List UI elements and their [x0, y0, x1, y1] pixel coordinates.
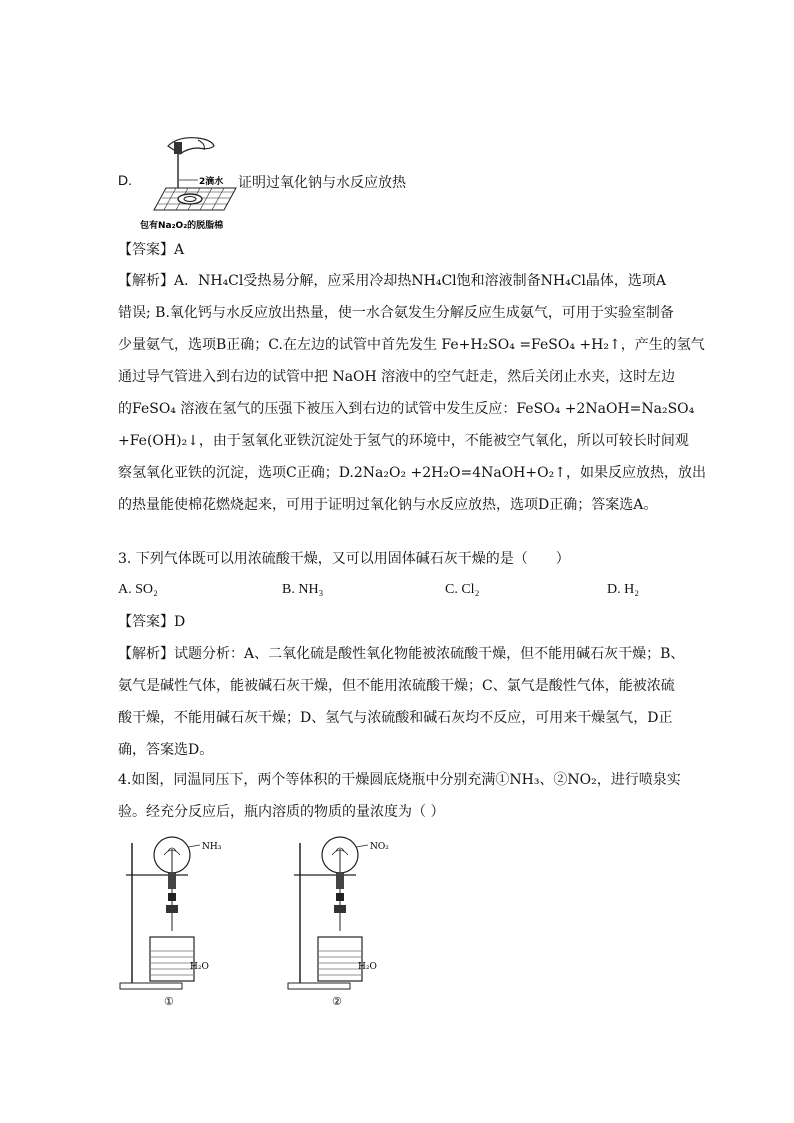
q2-analysis-line: 的FeSO₄ 溶液在氢气的压强下被压入到右边的试管中发生反应：FeSO₄ +2NaOH=Na₂SO₄	[118, 401, 695, 417]
q3-analysis-line: 【解析】试题分析：A、二氧化硫是酸性氧化物能被浓硫酸干燥，但不能用碱石灰干燥；B、	[118, 646, 685, 662]
q2-analysis-line: 的热量能使棉花燃烧起来，可用于证明过氧化钠与水反应放热，选项D正确；答案选A。	[118, 497, 658, 513]
q3-option-c: C. Cl₂	[445, 582, 480, 597]
option-d-label: D.	[118, 172, 132, 188]
q4-stem-line: 4.如图，同温同压下，两个等体积的干燥圆底烧瓶中分别充满①NH₃、②NO₂，进行喷泉实	[118, 772, 681, 788]
apparatus-1-number: ①	[164, 995, 174, 1008]
q2-analysis-line: 察氢氧化亚铁的沉淀，选项C正确；D.2Na₂O₂ +2H₂O=4NaOH+O₂↑，如果反应放热，放出	[118, 465, 706, 481]
q2-answer: 【答案】A	[118, 242, 185, 258]
water-label: 2滴水	[199, 177, 224, 187]
apparatus-2	[288, 837, 389, 1008]
fountain-experiment-figure	[118, 835, 418, 1010]
q4-stem-line: 验。经充分反应后，瓶内溶质的物质的量浓度为（ ）	[118, 804, 445, 820]
q2-analysis-line: 少量氨气，选项B正确；C.在左边的试管中首先发生 Fe+H₂SO₄ =FeSO₄ +H₂↑，产生的氢气	[118, 337, 705, 353]
q2-analysis-line: 错误; B.氧化钙与水反应放出热量，使一水合氨发生分解反应生成氨气，可用于实验室制备	[118, 305, 674, 321]
water-2-label: H₂O	[358, 962, 377, 972]
apparatus-1	[120, 837, 222, 1008]
q2-analysis-line: +Fe(OH)₂↓，由于氢氧化亚铁沉淀处于氢气的环境中，不能被空气氧化，所以可较长时间观	[118, 433, 689, 449]
q3-option-a: A. SO₂	[118, 582, 158, 597]
q2-analysis-line: 【解析】A．NH₄Cl受热易分解，应采用冷却热NH₄Cl饱和溶液制备NH₄Cl晶体，选项A	[118, 273, 667, 289]
q2-analysis-line: 通过导气管进入到右边的试管中把 NaOH 溶液中的空气赶走，然后关闭止水夹，这时左边	[118, 369, 676, 385]
q3-option-d: D. H₂	[607, 582, 640, 597]
water-1-label: H₂O	[190, 962, 209, 972]
option-d-caption: 证明过氧化钠与水反应放热	[238, 175, 406, 191]
q3-answer: 【答案】D	[118, 614, 186, 630]
cotton-label: 包有Na₂O₂的脱脂棉	[140, 221, 224, 231]
q3-analysis-line: 氨气是碱性气体，能被碱石灰干燥，但不能用浓硫酸干燥；C、氯气是酸性气体，能被浓硫	[118, 678, 675, 694]
q3-stem: 3. 下列气体既可以用浓硫酸干燥，又可以用固体碱石灰干燥的是（ ）	[118, 551, 570, 567]
apparatus-2-number: ②	[332, 995, 342, 1008]
q3-analysis-line: 确，答案选D。	[118, 742, 214, 758]
q3-analysis-line: 酸干燥，不能用碱石灰干燥；D、氢气与浓硫酸和碱石灰均不反应，可用来干燥氢气，D正	[118, 710, 673, 726]
gas-2-label: NO₂	[370, 842, 389, 852]
gas-1-label: NH₃	[202, 842, 222, 852]
d-experiment-figure	[140, 132, 240, 232]
q3-option-b: B. NH₃	[282, 582, 324, 597]
